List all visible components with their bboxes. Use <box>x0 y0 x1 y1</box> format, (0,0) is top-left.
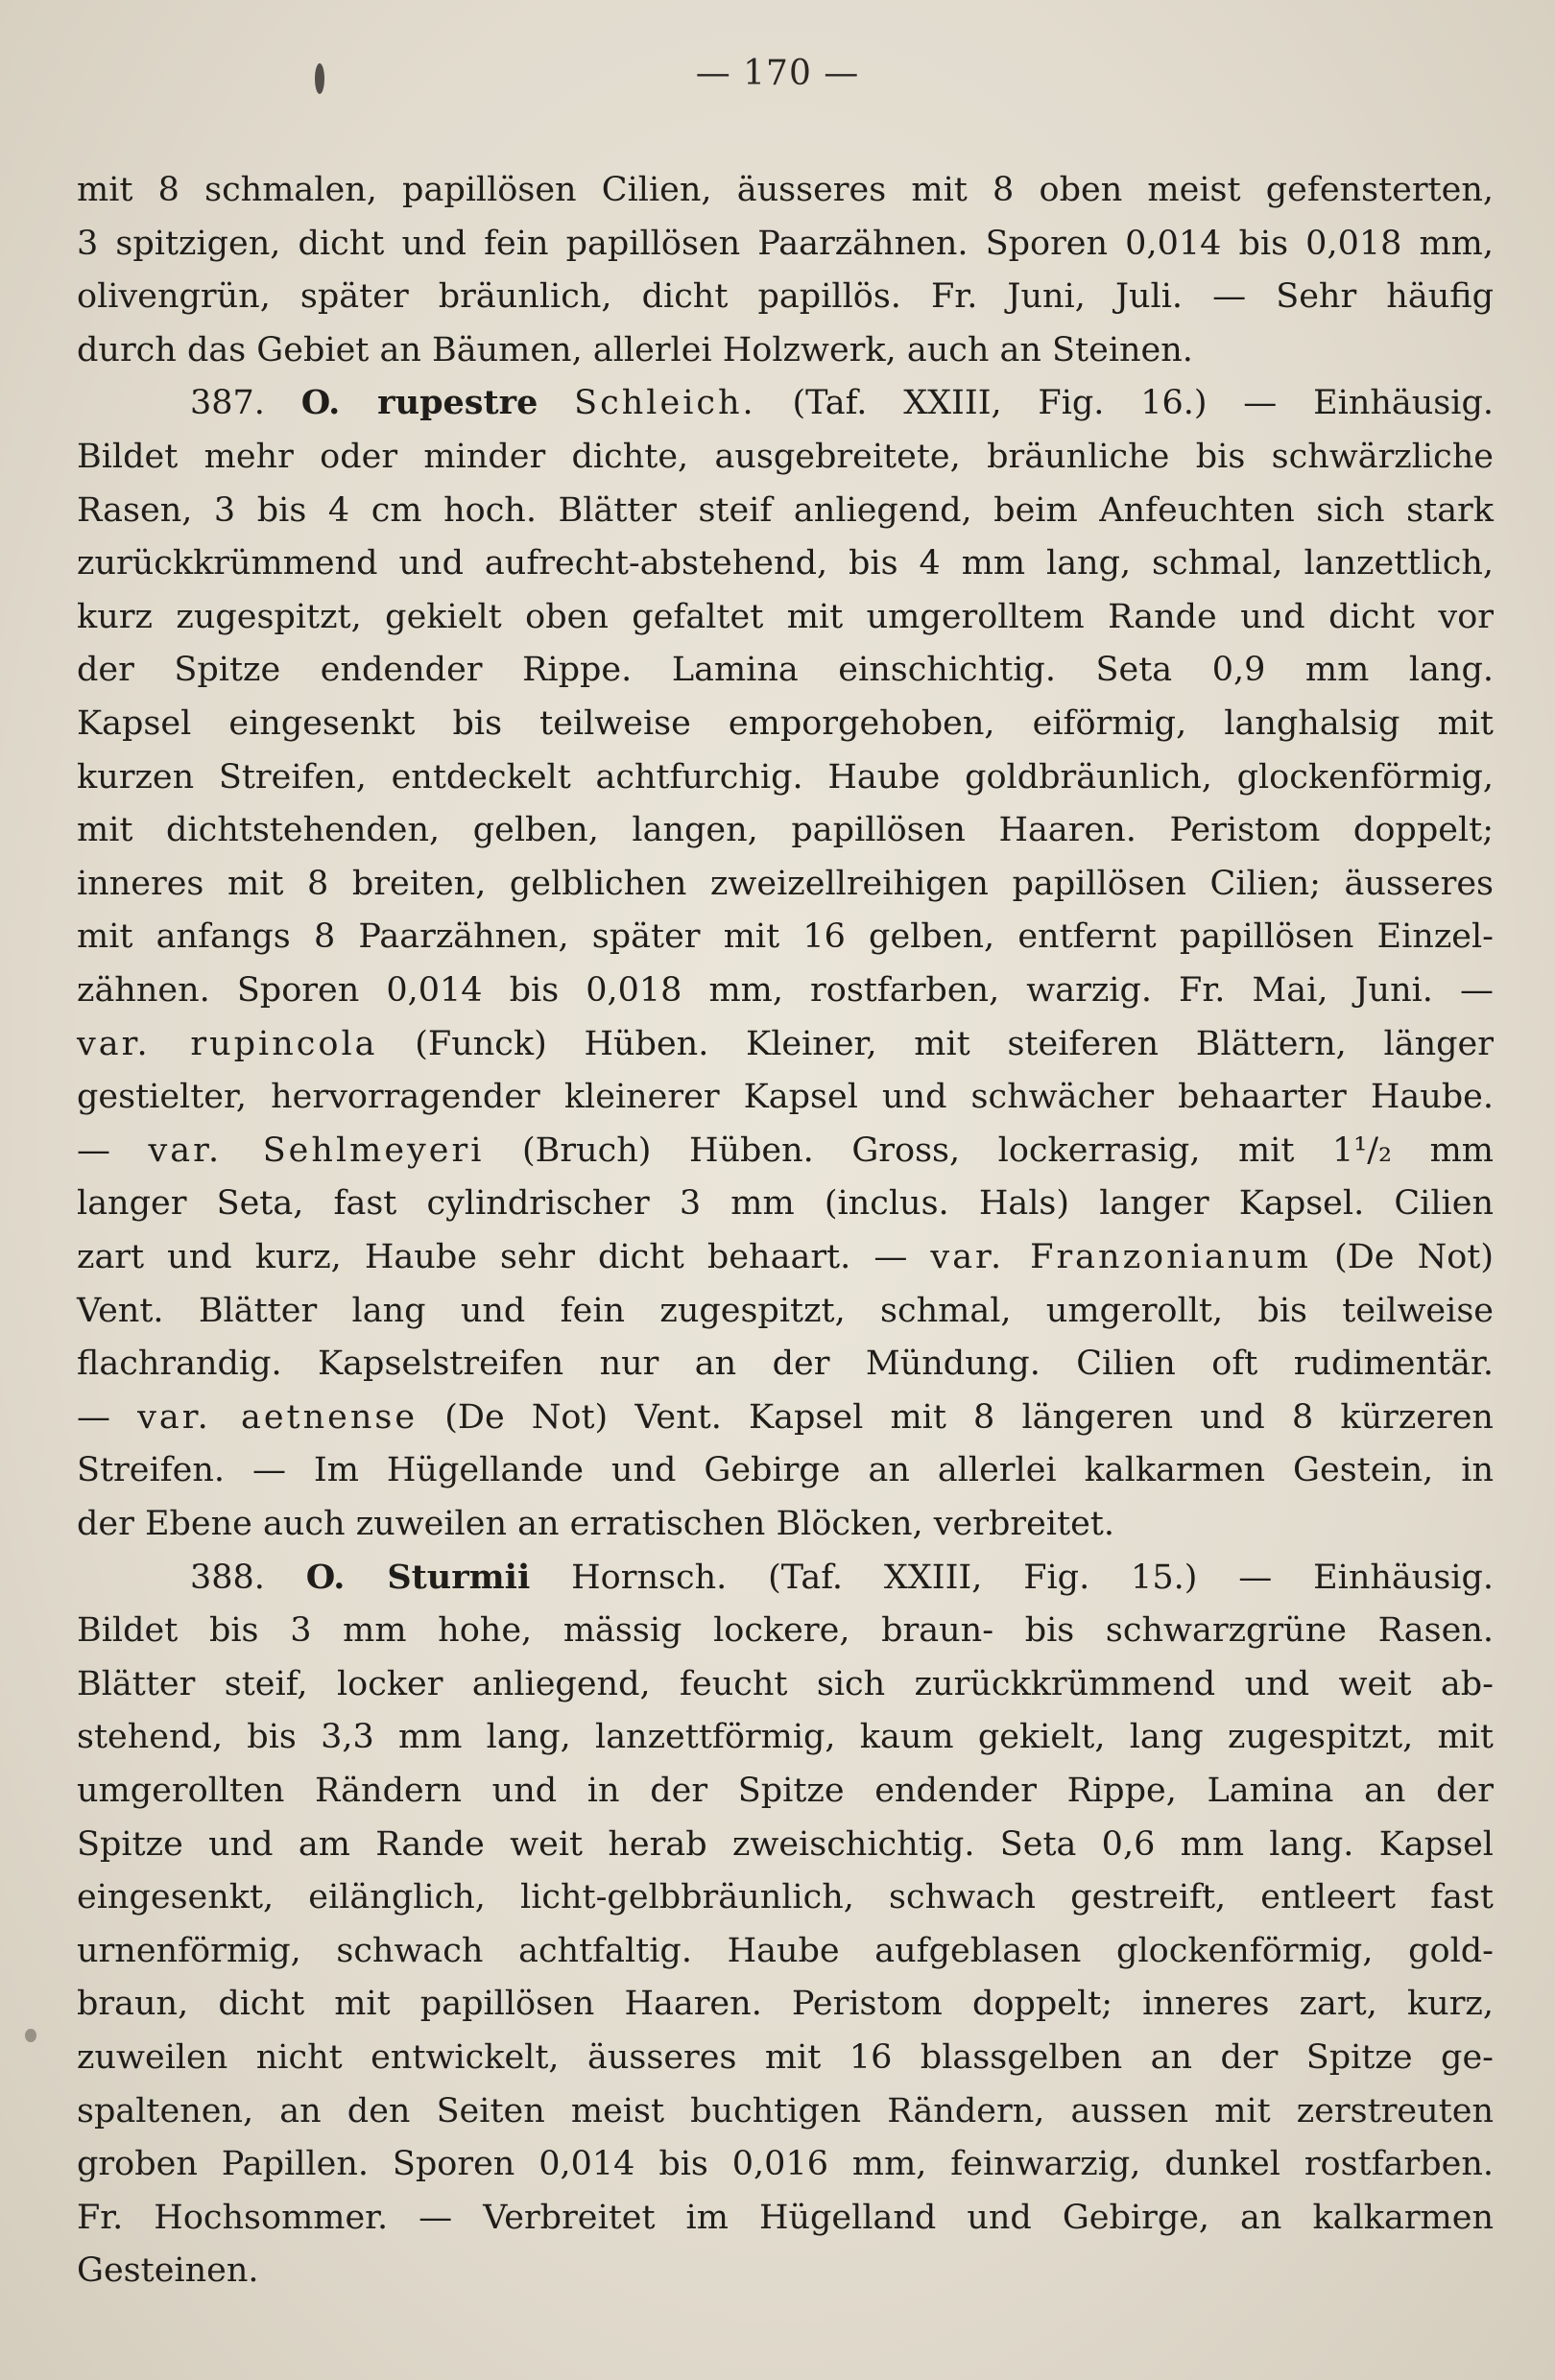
text-run: inneres mit 8 breiten, gelblichen zweizellreihigen papillösen Cilien; äusseres <box>77 865 1494 903</box>
text-run: der Spitze endender Rippe. Lamina einschichtig. Seta 0,9 mm lang. <box>77 651 1494 689</box>
text-run: Spitze und am Rande weit herab zweischichtig. Seta 0,6 mm lang. Kapsel <box>77 1825 1494 1864</box>
text-line <box>77 1339 1494 1389</box>
text-line <box>77 1659 1494 1709</box>
text-line <box>77 1712 1494 1762</box>
text-line <box>77 1072 1494 1122</box>
text-line <box>77 1499 1494 1549</box>
text-run <box>538 384 574 422</box>
text-run: (De Not) Vent. Kapsel mit 8 längeren und 8 kürzeren <box>418 1398 1494 1437</box>
text-run: Blätter steif, locker anliegend, feucht sich zurückkrümmend und weit ab- <box>77 1665 1494 1703</box>
text-line <box>77 1926 1494 1976</box>
text-line <box>77 1286 1494 1336</box>
text-line <box>77 165 1494 215</box>
text-run: braun, dicht mit papillösen Haaren. Peristom doppelt; inneres zart, kurz, <box>77 1985 1494 2023</box>
text-run: (Bruch) Hüben. Gross, lockerrasig, mit 1¹/₂ mm <box>484 1131 1494 1170</box>
text-run: umgerollten Rändern und in der Spitze endender Rippe, Lamina an der <box>77 1772 1494 1810</box>
text-run: flachrandig. Kapselstreifen nur an der Mündung. Cilien oft rudimentär. <box>77 1345 1494 1383</box>
text-line <box>77 272 1494 321</box>
text-line <box>77 1766 1494 1816</box>
text-run: olivengrün, später bräunlich, dicht papillös. Fr. Juni, Juli. — Sehr häufig <box>77 277 1494 316</box>
text-run: mit 8 schmalen, papillösen Cilien, äusseres mit 8 oben meist gefensterten, <box>77 171 1494 209</box>
text-run: durch das Gebiet an Bäumen, allerlei Holzwerk, auch an Steinen. <box>77 331 1193 369</box>
spaced-name: var. aetnense <box>137 1398 419 1437</box>
text-run: zähnen. Sporen 0,014 bis 0,018 mm, rostfarben, warzig. Fr. Mai, Juni. — <box>77 971 1494 1010</box>
text-run: 387. <box>190 384 301 422</box>
text-line <box>77 965 1494 1015</box>
species-name: O. rupestre <box>300 383 538 422</box>
text-run: Kapsel eingesenkt bis teilweise emporgehoben, eiförmig, langhalsig mit <box>77 704 1494 743</box>
text-line <box>77 1820 1494 1869</box>
text-line <box>77 2086 1494 2136</box>
text-run: zuweilen nicht entwickelt, äusseres mit 16 blassgelben an der Spitze ge- <box>77 2038 1494 2077</box>
text-run: mit dichtstehenden, gelben, langen, papillösen Haaren. Peristom doppelt; <box>77 811 1494 849</box>
ink-spot <box>25 2029 36 2042</box>
text-line <box>77 805 1494 855</box>
text-run: Fr. Hochsommer. — Verbreitet im Hügelland und Gebirge, an kalkarmen <box>77 2199 1494 2237</box>
text-line <box>77 486 1494 536</box>
text-line <box>77 1445 1494 1495</box>
text-run: (Taf. XXIII, Fig. 16.) — Einhäusig. <box>755 384 1494 422</box>
text-run: Rasen, 3 bis 4 cm hoch. Blätter steif anliegend, beim Anfeuchten sich stark <box>77 491 1494 530</box>
text-run: stehend, bis 3,3 mm lang, lanzettförmig, kaum gekielt, lang zugespitzt, mit <box>77 1718 1494 1756</box>
text-run: der Ebene auch zuweilen an erratischen Blöcken, verbreitet. <box>77 1505 1114 1543</box>
text-line <box>77 859 1494 909</box>
text-run: kurzen Streifen, entdeckelt achtfurchig. Haube goldbräunlich, glockenförmig, <box>77 758 1494 797</box>
text-run: kurz zugespitzt, gekielt oben gefaltet mit umgerolltem Rande und dicht vor <box>77 598 1494 636</box>
text-run: — <box>77 1131 149 1170</box>
text-line <box>77 699 1494 749</box>
text-run: 388. <box>190 1559 306 1597</box>
text-line <box>77 2033 1494 2082</box>
text-run: groben Papillen. Sporen 0,014 bis 0,016 mm, feinwarzig, dunkel rostfarben. <box>77 2145 1494 2183</box>
text-run: Streifen. — Im Hügellande und Gebirge an allerlei kalkarmen Gestein, in <box>77 1451 1494 1489</box>
text-line <box>77 645 1494 695</box>
text-line <box>77 325 1494 375</box>
text-run: Bildet bis 3 mm hohe, mässig lockere, braun- bis schwarzgrüne Rasen. <box>77 1611 1494 1650</box>
text-run: spaltenen, an den Seiten meist buchtigen Rändern, aussen mit zerstreuten <box>77 2092 1494 2130</box>
text-line <box>77 432 1494 482</box>
text-run: urnenförmig, schwach achtfaltig. Haube aufgeblasen glockenförmig, gold- <box>77 1932 1494 1970</box>
text-run: — <box>77 1398 138 1437</box>
text-run: Gesteinen. <box>77 2251 259 2290</box>
text-line <box>190 1553 1494 1603</box>
text-run: langer Seta, fast cylindrischer 3 mm (inclus. Hals) langer Kapsel. Cilien <box>77 1184 1494 1223</box>
text-line <box>77 2193 1494 2243</box>
text-run: gestielter, hervorragender kleinerer Kapsel und schwächer behaarter Haube. <box>77 1078 1494 1116</box>
spaced-name: var. Franzonianum <box>930 1238 1311 1276</box>
page-number: — 170 — <box>695 54 860 93</box>
text-line <box>77 1872 1494 1922</box>
text-run: 3 spitzigen, dicht und fein papillösen Paarzähnen. Sporen 0,014 bis 0,018 mm, <box>77 225 1494 263</box>
species-name: O. Sturmii <box>305 1558 531 1597</box>
text-run: (De Not) <box>1310 1238 1494 1276</box>
text-line <box>77 1019 1494 1069</box>
text-line <box>77 2246 1494 2296</box>
spaced-name: var. Sehlmeyeri <box>148 1131 485 1170</box>
text-line <box>77 912 1494 962</box>
spaced-name: Schleich. <box>574 384 756 422</box>
text-line <box>77 1392 1494 1442</box>
text-run: zurückkrümmend und aufrecht-abstehend, bis 4 mm lang, schmal, lanzettlich, <box>77 544 1494 583</box>
text-line <box>77 1178 1494 1228</box>
text-run: Hornsch. (Taf. XXIII, Fig. 15.) — Einhäusig. <box>530 1559 1494 1597</box>
text-line <box>77 1126 1494 1176</box>
text-line <box>77 2139 1494 2189</box>
text-run: Bildet mehr oder minder dichte, ausgebreitete, bräunliche bis schwärzliche <box>77 438 1494 476</box>
text-line <box>77 592 1494 642</box>
text-line <box>77 1979 1494 2029</box>
text-line <box>190 378 1494 428</box>
text-line <box>77 219 1494 269</box>
spaced-name: var. rupincola <box>77 1025 378 1063</box>
text-run: eingesenkt, eilänglich, licht-gelbbräunlich, schwach gestreift, entleert fast <box>77 1878 1494 1916</box>
text-line <box>77 1232 1494 1282</box>
text-run: mit anfangs 8 Paarzähnen, später mit 16 gelben, entfernt papillösen Einzel- <box>77 917 1494 956</box>
text-run: Vent. Blätter lang und fein zugespitzt, schmal, umgerollt, bis teilweise <box>77 1292 1494 1330</box>
text-run: zart und kurz, Haube sehr dicht behaart. — <box>77 1238 931 1276</box>
text-line <box>77 538 1494 588</box>
text-line <box>77 1606 1494 1655</box>
text-line <box>77 752 1494 802</box>
text-run: (Funck) Hüben. Kleiner, mit steiferen Blättern, länger <box>377 1025 1494 1063</box>
